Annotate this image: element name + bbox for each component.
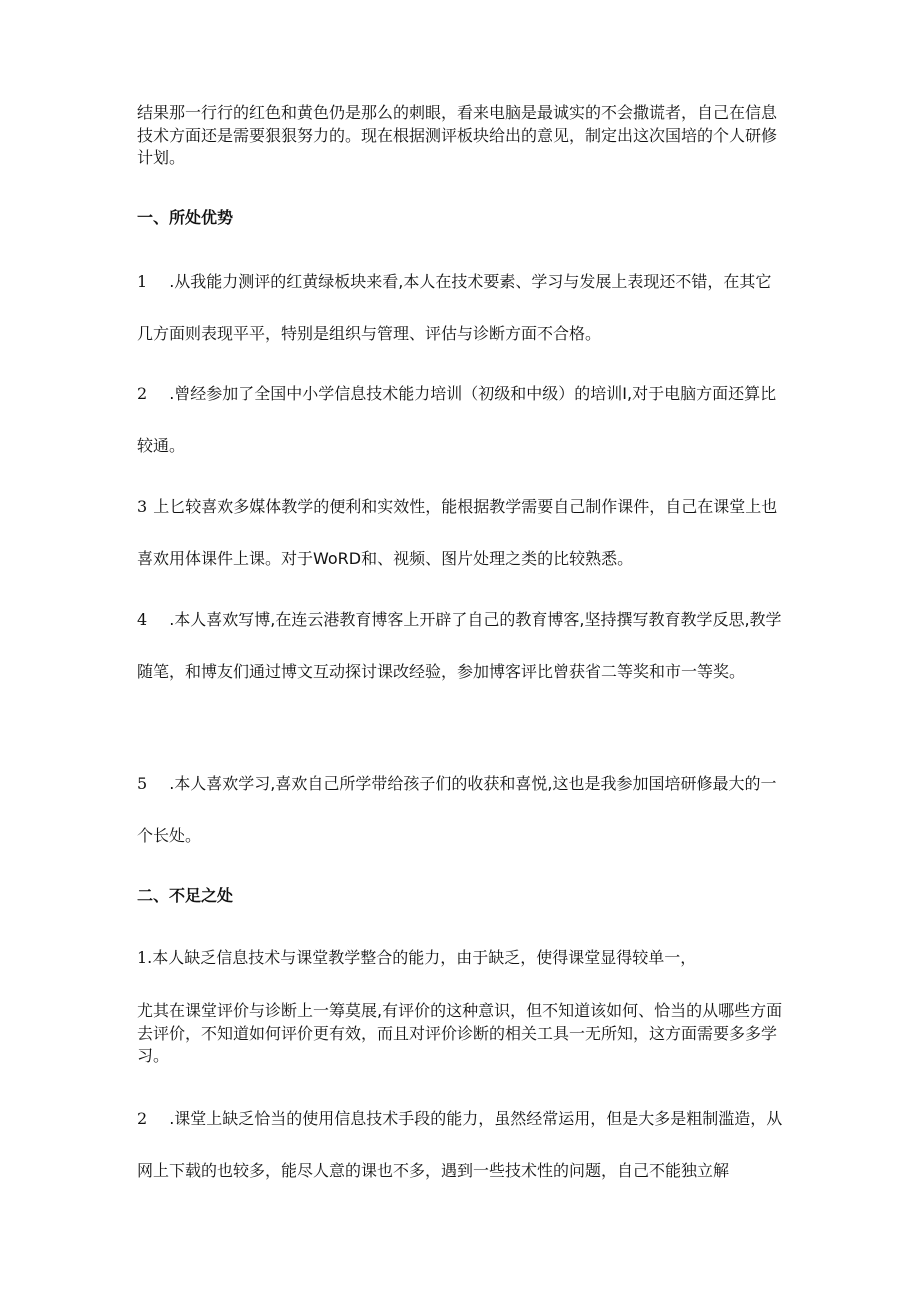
- section1-item-1: [137, 256, 787, 360]
- section1-item-3: [137, 481, 787, 585]
- item-number: 2: [137, 1109, 148, 1128]
- section2-item-1: [137, 947, 787, 970]
- item-text: .本人喜欢写博,在连云港教育博客上开辟了自己的教育博客,坚持撰写教育教学反思,教学随笔，和博友们通过博文互动探讨课改经验，参加博客评比曾获省二等奖和市一等奖。: [137, 610, 782, 681]
- item-number: 1.: [137, 948, 153, 967]
- item-text: .从我能力测评的红黄绿板块来看,本人在技术要素、学习与发展上表现还不错，在其它几方面则表现平平，特别是组织与管理、评估与诊断方面不合格。: [137, 272, 772, 343]
- item-text: .曾经参加了全国中小学信息技术能力培训（初级和中级）的培训Ⅰ,对于电脑方面还算比较通。: [137, 384, 777, 455]
- item-text: .课堂上缺乏恰当的使用信息技术手段的能力，虽然经常运用，但是大多是粗制滥造，从网上下载的也较多，能尽人意的课也不多，遇到一些技术性的问题，自己不能独立解: [137, 1109, 783, 1180]
- item-number: 4: [137, 610, 148, 629]
- section2-item-1-continuation: 尤其在课堂评价与诊断上一筹莫展,有评价的这种意识，但不知道该如何、恰当的从哪些方面去评价，不知道如何评价更有效，而且对评价诊断的相关工具一无所知，这方面需要多多学习。: [137, 1001, 783, 1065]
- intro-paragraph: 结果那一行行的红色和黄色仍是那么的刺眼，看来电脑是最诚实的不会撒谎者，自己在信息技术方面还是需要狠狠努力的。现在根据测评板块给出的意见，制定出这次国培的个人研修计划。: [137, 103, 778, 167]
- section1-item-4: [137, 594, 787, 698]
- section2-item-2: [137, 1093, 787, 1197]
- section2-heading: 二、不足之处: [137, 886, 234, 905]
- item-number: 3: [137, 497, 148, 516]
- section1-heading: 一、所处优势: [137, 208, 234, 227]
- item-number: 5: [137, 774, 148, 793]
- item-text: 本人缺乏信息技术与课堂教学整合的能力，由于缺乏，使得课堂显得较单一，: [152, 948, 697, 967]
- section1-item-5: [137, 758, 787, 862]
- item-text: .本人喜欢学习,喜欢自己所学带给孩子们的收获和喜悦,这也是我参加国培研修最大的一个长处。: [137, 774, 777, 845]
- item-number: 1: [137, 272, 148, 291]
- item-text: 上匕较喜欢多媒体教学的便利和实效性，能根据教学需要自己制作课件，自己在课堂上也喜欢用体课件上课。对于WoRD和、视频、图片处理之类的比较熟悉。: [137, 497, 778, 568]
- item-number: 2: [137, 384, 148, 403]
- section1-item-2: [137, 368, 787, 472]
